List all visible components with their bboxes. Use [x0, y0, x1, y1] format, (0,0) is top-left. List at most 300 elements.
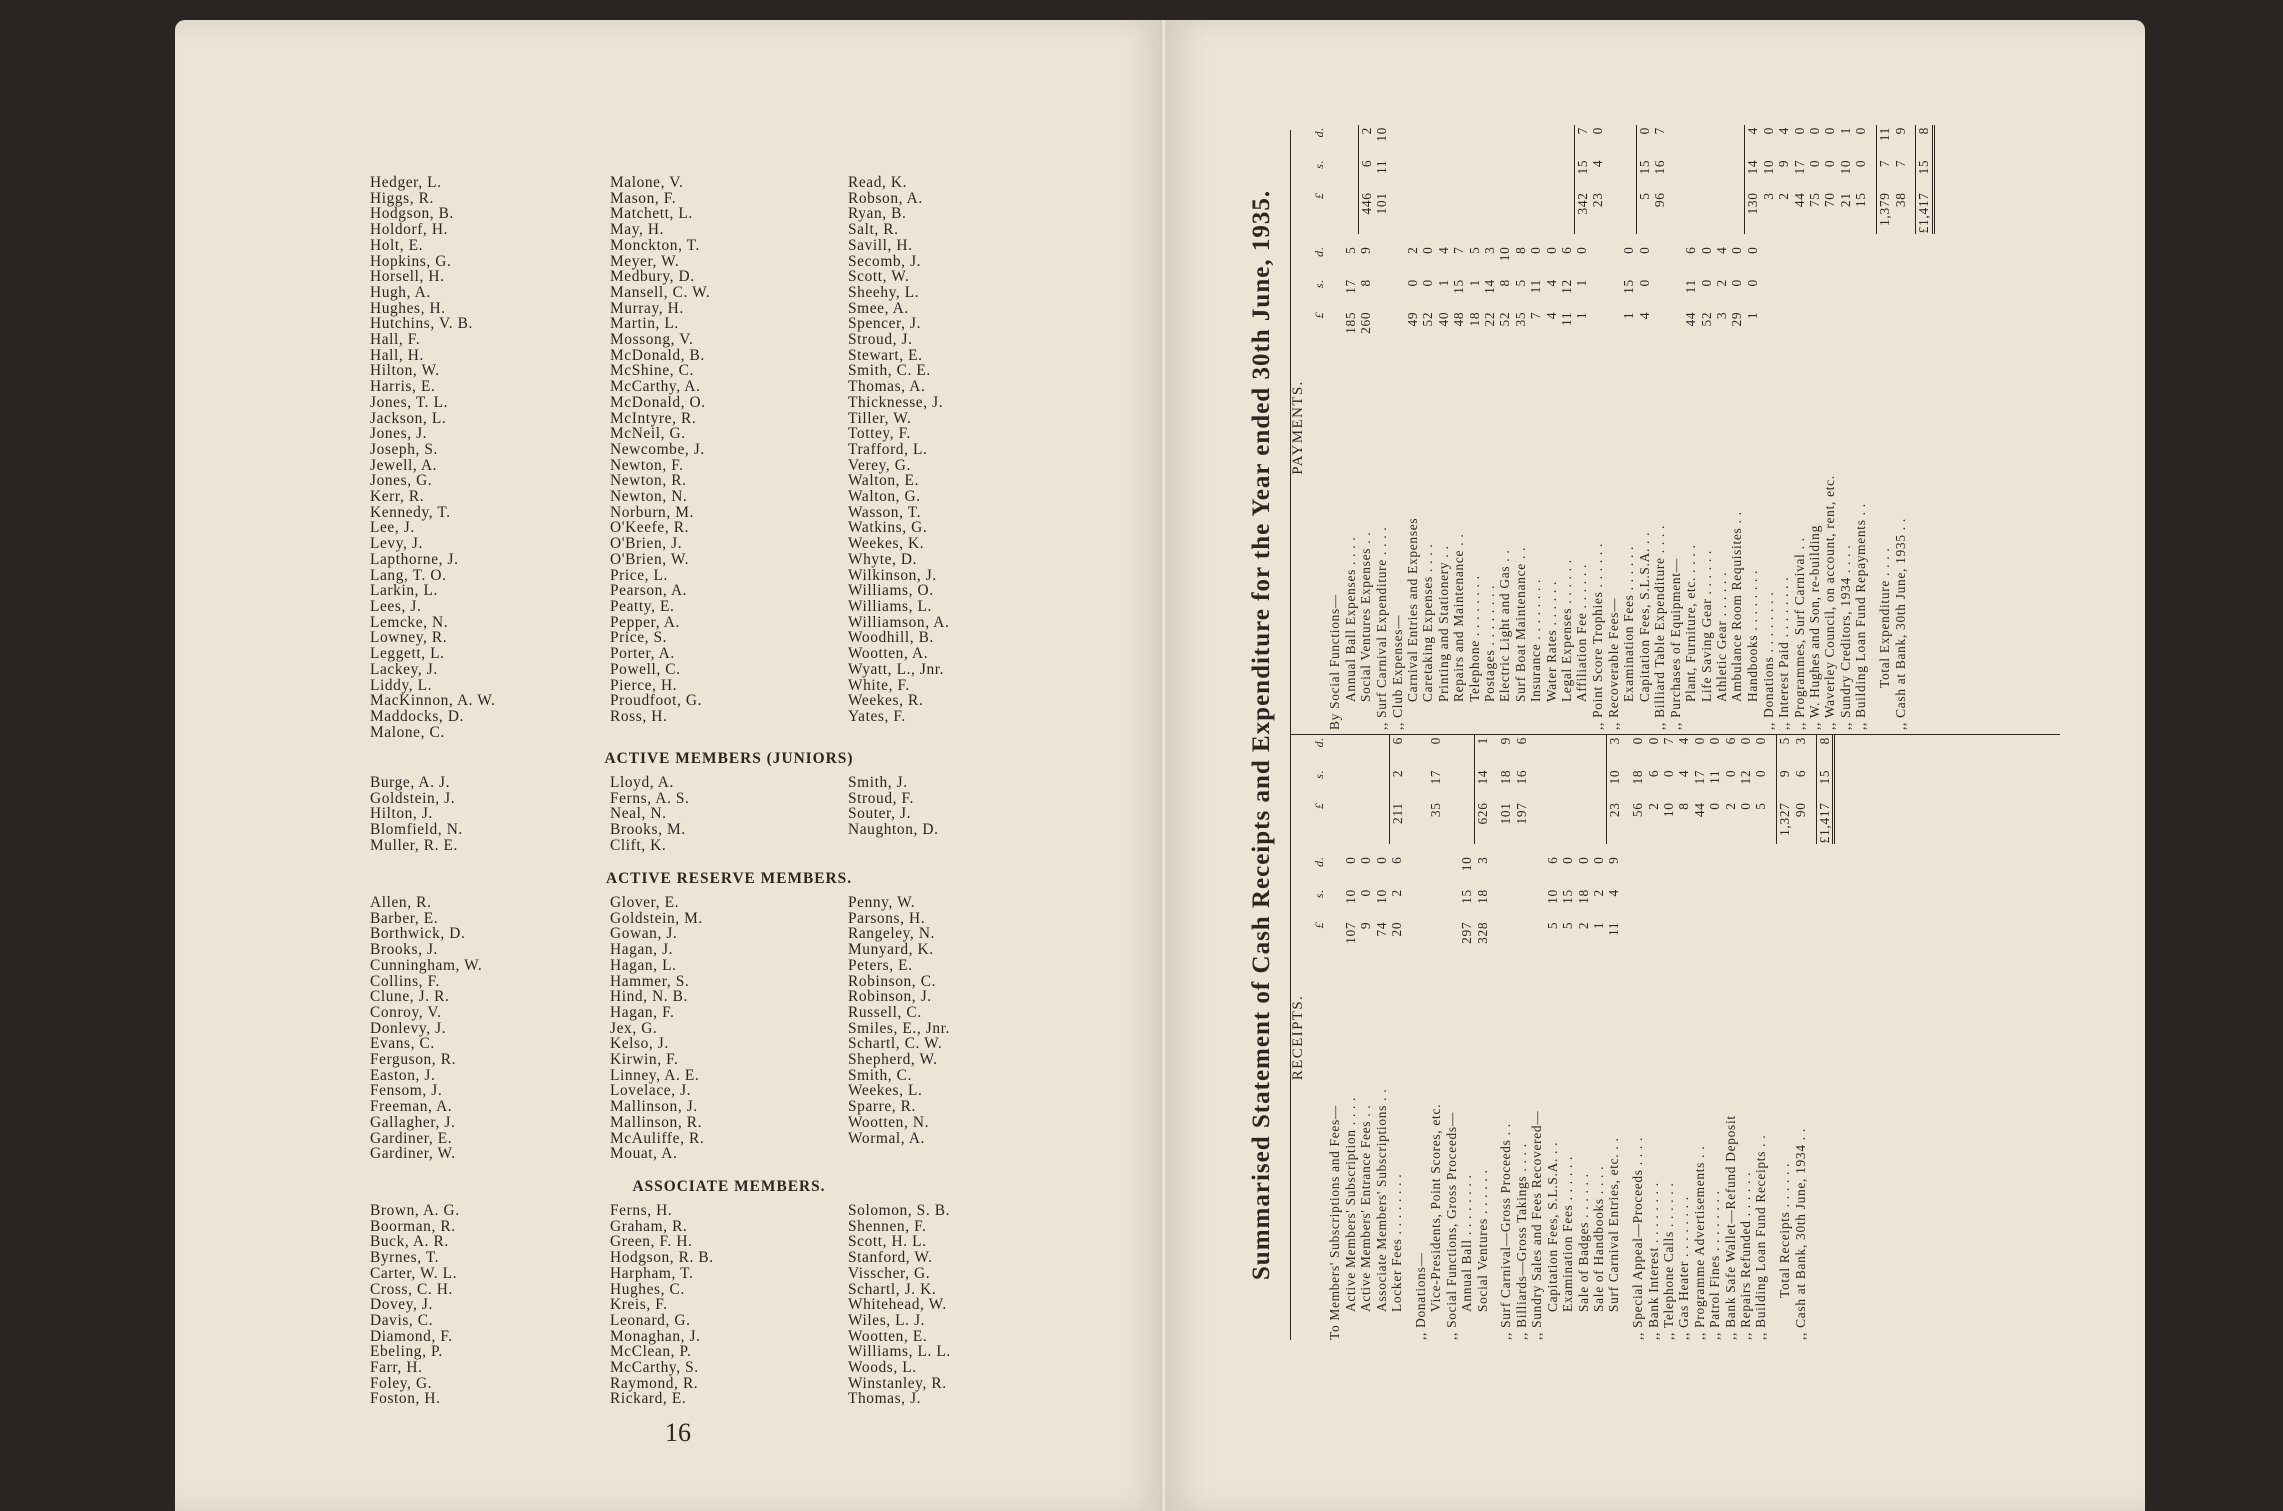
member-name: Gowan, J.	[610, 925, 678, 943]
member-name: Monckton, T.	[610, 236, 700, 254]
member-name: Wootten, A.	[848, 645, 929, 663]
total-amount	[1482, 158, 1497, 191]
member-name: Mansell, C. W.	[610, 283, 711, 301]
member-name: Green, F. H.	[610, 1233, 693, 1251]
item-amount	[1661, 920, 1676, 953]
total-amount: 16	[1652, 159, 1668, 175]
item-amount	[1652, 244, 1667, 277]
total-amount: 9	[1892, 127, 1908, 135]
member-name: Kerr, R.	[370, 488, 425, 506]
member-name: Williams, L.	[848, 597, 932, 615]
statement-row	[1591, 735, 1606, 1340]
member-name: Whitehead, W.	[848, 1296, 947, 1314]
statement-row	[1630, 735, 1645, 1340]
statement-row	[1621, 125, 1636, 730]
item-amount	[1776, 310, 1791, 343]
item-amount	[1428, 887, 1443, 920]
item-amount: 3	[1714, 311, 1730, 320]
total-amount: 0	[1753, 737, 1769, 745]
item-amount: 7	[1451, 246, 1467, 254]
total-amount	[1513, 190, 1528, 234]
member-name: Hughes, C.	[610, 1280, 685, 1298]
member-name: Leggett, L.	[370, 645, 445, 663]
member-name: Penny, W.	[848, 894, 916, 911]
total-amount	[1529, 800, 1544, 844]
line-item-label: Repairs and Maintenance . .	[1451, 533, 1467, 702]
total-amount: 14	[1475, 768, 1491, 801]
item-amount: 0	[1698, 246, 1714, 254]
member-column-1	[370, 175, 610, 740]
item-amount: 6	[1389, 856, 1405, 864]
item-amount: 4	[1636, 311, 1652, 320]
line-item-label: Examination Fees . . . . . .	[1560, 1155, 1576, 1312]
item-amount	[1753, 854, 1768, 887]
total-amount	[1559, 125, 1574, 158]
item-amount: 5	[1544, 921, 1560, 930]
item-amount	[1893, 244, 1908, 277]
money-unit-label: d.	[1312, 856, 1326, 867]
line-item-label: Affiliation Fee . . . . . .	[1574, 563, 1590, 702]
total-amount	[1591, 735, 1606, 768]
total-amount	[1559, 190, 1574, 234]
item-amount: 297	[1459, 921, 1475, 944]
member-name: Weekes, R.	[848, 692, 924, 710]
money-unit-label: d.	[1312, 246, 1326, 257]
item-amount	[1676, 887, 1691, 920]
money-unit-label: £	[1312, 921, 1326, 929]
total-amount: 10	[1606, 768, 1622, 801]
member-name: Maddocks, D.	[370, 707, 464, 725]
statement-row	[1745, 125, 1761, 730]
statement-row	[1761, 125, 1776, 730]
item-amount: 328	[1474, 921, 1490, 944]
total-amount	[1729, 125, 1744, 158]
total-amount: 2	[1389, 768, 1405, 801]
item-amount	[1390, 310, 1405, 343]
member-name: Hilton, J.	[370, 805, 433, 823]
center-divider	[1290, 734, 2060, 735]
money-unit-label: £	[1312, 192, 1326, 200]
total-amount: 626	[1475, 800, 1491, 844]
total-amount: 9	[1498, 737, 1514, 745]
item-amount	[1630, 920, 1645, 953]
member-name: Lackey, J.	[370, 660, 438, 678]
member-name: Wasson, T.	[848, 503, 922, 521]
payments-heading: PAYMENTS.	[1290, 380, 1306, 475]
member-name: Wilkinson, J.	[848, 566, 937, 584]
total-amount	[1467, 158, 1482, 191]
item-amount: 2	[1389, 889, 1405, 897]
item-amount	[1498, 887, 1513, 920]
item-amount	[1529, 887, 1544, 920]
line-item-label: ,, Club Expenses—	[1389, 614, 1405, 730]
total-amount: 17	[1428, 769, 1444, 785]
item-amount	[1630, 887, 1645, 920]
member-name: Borthwick, D.	[370, 925, 466, 943]
money-unit-label: s.	[1312, 769, 1326, 779]
member-name: McAuliffe, R.	[610, 1129, 705, 1147]
member-name: Linney, A. E.	[610, 1066, 700, 1084]
item-amount	[1853, 244, 1868, 277]
total-amount: 1	[1475, 735, 1491, 768]
member-name: Lloyd, A.	[610, 774, 674, 791]
statement-row	[1343, 735, 1358, 1340]
statement-row	[1405, 125, 1420, 730]
member-name: Lapthorne, J.	[370, 550, 459, 568]
line-item-label: ,, Patrol Fines . . . . . . . .	[1707, 1190, 1723, 1340]
member-name: Newton, N.	[610, 488, 688, 506]
member-column-3	[848, 1203, 1088, 1407]
member-name: McNeil, G.	[610, 425, 686, 443]
member-name: Powell, C.	[610, 660, 681, 678]
member-name: Donlevy, J.	[370, 1019, 447, 1037]
member-column-2	[610, 775, 848, 854]
line-item-label: Carnival Entries and Expenses	[1404, 517, 1420, 702]
statement-row	[1513, 125, 1528, 730]
line-item-label: Electric Light and Gas . .	[1497, 549, 1513, 702]
item-amount	[1652, 310, 1667, 343]
payments-table	[1312, 125, 1935, 730]
total-amount	[1560, 735, 1575, 768]
item-amount: 1	[1435, 279, 1451, 287]
receipts-table	[1312, 735, 1835, 1340]
total-amount: 6	[1645, 769, 1661, 778]
item-amount	[1877, 310, 1893, 343]
statement-row	[1699, 125, 1714, 730]
statement-row	[1646, 735, 1661, 1340]
total-amount	[1497, 125, 1512, 158]
item-amount: 0	[1358, 889, 1374, 897]
total-amount	[1358, 768, 1373, 801]
total-amount	[1529, 768, 1544, 801]
total-amount	[1528, 190, 1543, 234]
member-column-2	[610, 895, 848, 1162]
statement-row	[1776, 125, 1791, 730]
total-amount: 3	[1606, 735, 1622, 768]
statement-row	[1807, 125, 1822, 730]
member-name: McShine, C.	[610, 362, 694, 380]
member-name: May, H.	[610, 221, 665, 239]
total-amount: 38	[1892, 192, 1908, 208]
line-item-label: Surf Boat Maintenance . .	[1512, 546, 1528, 702]
member-name: Woodhill, B.	[848, 629, 934, 647]
item-amount: 18	[1474, 889, 1490, 904]
total-amount: 75	[1807, 192, 1822, 208]
item-amount: 29	[1729, 311, 1745, 327]
money-unit-label: s.	[1312, 159, 1326, 169]
total-amount: 6	[1358, 158, 1374, 191]
line-item-label: ,, Billiard Table Expenditure . . . .	[1652, 524, 1668, 730]
total-amount	[1497, 190, 1512, 234]
line-item-label: ,, Donations—	[1412, 1252, 1428, 1340]
statement-row	[1893, 125, 1908, 730]
member-name: Monaghan, J.	[610, 1327, 701, 1345]
item-amount	[1816, 920, 1833, 953]
item-amount	[1668, 244, 1683, 277]
line-item-label: ,, Surf Carnival—Gross Proceeds . .	[1498, 1123, 1514, 1340]
line-item-label: ,, Surf Carnival Expenditure . . . .	[1374, 526, 1390, 730]
total-amount: 0	[1630, 737, 1646, 745]
item-amount: 0	[1574, 246, 1590, 254]
member-name: Mason, F.	[610, 189, 677, 207]
total-amount	[1729, 190, 1744, 234]
member-name: Holdorf, H.	[370, 221, 448, 239]
total-amount: 6	[1792, 769, 1808, 778]
statement-row	[1590, 125, 1605, 730]
member-name: Jackson, L.	[370, 409, 447, 427]
total-amount: 44	[1691, 802, 1707, 818]
total-amount: 4	[1676, 737, 1692, 745]
section-title-juniors: ACTIVE MEMBERS (JUNIORS)	[604, 750, 854, 767]
item-amount	[1792, 310, 1807, 343]
statement-row	[1606, 735, 1622, 1340]
total-amount	[1576, 768, 1591, 801]
member-name: Lang, T. O.	[370, 566, 447, 584]
statement-row	[1327, 125, 1342, 730]
total-amount	[1621, 158, 1636, 191]
item-amount: 2	[1575, 921, 1591, 930]
statement-row	[1475, 735, 1491, 1340]
statement-row	[1374, 125, 1389, 730]
member-name: Boorman, R.	[370, 1217, 456, 1235]
member-name: Freeman, A.	[370, 1098, 453, 1116]
total-amount: £1,417	[1916, 192, 1932, 234]
member-name: Wootten, N.	[848, 1113, 930, 1131]
item-amount: 17	[1342, 279, 1358, 294]
total-amount: 0	[1661, 769, 1677, 778]
item-amount: 0	[1560, 856, 1576, 864]
total-amount: 21	[1837, 192, 1853, 208]
line-item-label: ,, W. Hughes and Son, re-building	[1807, 525, 1822, 730]
item-amount	[1777, 854, 1793, 887]
member-name: Hedger, L.	[370, 174, 442, 191]
total-amount: 4	[1745, 125, 1761, 158]
line-item-label: Annual Ball Expenses . . . .	[1342, 536, 1358, 702]
member-name: Sparre, R.	[848, 1098, 916, 1116]
member-name: Schartl, J. K.	[848, 1280, 937, 1298]
total-amount	[1683, 125, 1698, 158]
reserve-list	[370, 895, 1088, 1162]
member-name: Thicknesse, J.	[848, 393, 944, 411]
total-amount	[1528, 158, 1543, 191]
total-amount	[1560, 800, 1575, 844]
item-amount	[1428, 854, 1443, 887]
item-amount	[1838, 310, 1853, 343]
item-amount	[1444, 854, 1459, 887]
member-name: Newton, F.	[610, 456, 684, 474]
item-amount: 0	[1621, 246, 1637, 254]
total-amount	[1436, 125, 1451, 158]
statement-row	[1652, 125, 1667, 730]
total-amount	[1343, 190, 1358, 234]
member-name: Buck, A. R.	[370, 1233, 449, 1251]
total-amount	[1390, 125, 1405, 158]
total-amount: 446	[1358, 190, 1374, 234]
item-amount	[1893, 310, 1908, 343]
statement-row	[1444, 735, 1459, 1340]
item-amount	[1498, 920, 1513, 953]
item-amount: 1	[1466, 279, 1482, 287]
item-amount: 2	[1404, 246, 1420, 254]
line-item-label: ,, Telephone Calls . . . . . .	[1661, 1182, 1677, 1340]
total-amount: 0	[1822, 127, 1838, 135]
member-name: Carter, W. L.	[370, 1264, 458, 1282]
line-item-label: ,, Donations . . . . . . . .	[1760, 591, 1776, 730]
statement-row	[1482, 125, 1497, 730]
statement-row	[1459, 735, 1474, 1340]
item-amount	[1707, 854, 1722, 887]
statement-row	[1529, 735, 1544, 1340]
statement-row	[1497, 125, 1512, 730]
total-amount: 5	[1637, 190, 1653, 234]
member-name: Peters, E.	[848, 956, 913, 974]
item-amount	[1792, 244, 1807, 277]
statement-row	[1560, 735, 1575, 1340]
member-name: Stewart, E.	[848, 346, 923, 364]
line-item-label: ,, Cash at Bank, 30th June, 1935 . .	[1892, 518, 1908, 730]
total-amount: 0	[1738, 737, 1754, 745]
member-name: Read, K.	[848, 174, 908, 191]
statement-row	[1729, 125, 1744, 730]
total-amount: 5	[1777, 735, 1793, 768]
item-amount: 0	[1342, 856, 1358, 864]
item-amount: 4	[1714, 246, 1730, 254]
total-amount	[1327, 158, 1342, 191]
total-amount: 0	[1760, 127, 1776, 135]
item-amount	[1877, 244, 1893, 277]
member-name: Kreis, F.	[610, 1296, 668, 1314]
statement-row	[1916, 125, 1933, 730]
line-item-label: ,, Programme Advertisements . .	[1691, 1145, 1707, 1340]
line-item-label: ,, Purchases of Equipment—	[1667, 558, 1683, 730]
line-item-label: Social Ventures Expenses . .	[1358, 531, 1374, 702]
total-amount: 8	[1676, 802, 1692, 810]
line-item-label: ,, Bank Safe Wallet—Refund Deposit	[1722, 1115, 1738, 1340]
total-amount: 2	[1776, 192, 1792, 200]
total-amount	[1451, 158, 1466, 191]
member-name: Hagan, L.	[610, 956, 677, 974]
total-amount: 90	[1792, 802, 1808, 818]
item-amount: 18	[1575, 889, 1591, 904]
item-amount	[1374, 310, 1389, 343]
member-name: Ferguson, R.	[370, 1051, 457, 1069]
money-column-header	[1312, 735, 1327, 1340]
line-item-label: Insurance . . . . . . . .	[1528, 578, 1544, 702]
total-amount: 0	[1807, 127, 1822, 135]
member-name: Russell, C.	[848, 1003, 922, 1021]
line-item-label: Water Rates . . . . . .	[1543, 580, 1559, 702]
item-amount: 10	[1373, 889, 1389, 904]
member-column-1	[370, 1203, 610, 1407]
item-amount: 11	[1528, 279, 1544, 294]
total-amount: 0	[1637, 125, 1653, 158]
regular-members-list	[370, 175, 1088, 740]
line-item-label: ,, Building Loan Fund Repayments . .	[1853, 503, 1869, 730]
member-name: Newton, R.	[610, 472, 687, 490]
item-amount: 52	[1420, 311, 1436, 327]
total-amount: 0	[1791, 127, 1807, 135]
total-amount	[1444, 735, 1459, 768]
member-name: Shepherd, W.	[848, 1051, 938, 1069]
item-amount: 0	[1420, 279, 1436, 287]
item-amount: 0	[1373, 856, 1389, 864]
total-amount: 15	[1853, 192, 1869, 208]
member-name: McCarthy, S.	[610, 1359, 699, 1377]
total-amount	[1529, 735, 1544, 768]
item-amount: 40	[1435, 311, 1451, 327]
statement-row	[1668, 125, 1683, 730]
member-name: Horsell, H.	[370, 268, 445, 286]
member-name: Scott, H. L.	[848, 1233, 927, 1251]
total-amount: 0	[1428, 737, 1444, 745]
member-name: Savill, H.	[848, 236, 913, 254]
item-amount: 0	[1358, 856, 1374, 864]
total-amount	[1413, 768, 1428, 801]
item-amount: 0	[1744, 279, 1760, 287]
item-amount	[1853, 277, 1868, 310]
item-amount	[1661, 854, 1676, 887]
item-amount: 9	[1358, 921, 1374, 930]
statement-row	[1545, 735, 1560, 1340]
item-amount	[1753, 887, 1768, 920]
statement-row	[1358, 125, 1374, 730]
member-name: Stroud, J.	[848, 331, 913, 349]
member-name: Hopkins, G.	[370, 252, 452, 270]
statement-row	[1808, 735, 1816, 1340]
total-amount: 35	[1428, 802, 1444, 818]
member-name: Ryan, B.	[848, 205, 907, 223]
line-item-label: ,, Building Loan Fund Receipts . .	[1753, 1134, 1769, 1340]
item-amount: 10	[1459, 856, 1475, 872]
total-amount: 15	[1916, 158, 1933, 191]
total-amount	[1699, 125, 1714, 158]
member-name: White, F.	[848, 676, 910, 694]
member-name: Farr, H.	[370, 1359, 423, 1377]
payments-section	[1290, 125, 2060, 730]
total-amount: 7	[1574, 125, 1590, 158]
member-name: Spencer, J.	[848, 315, 922, 333]
member-name: Trafford, L.	[848, 440, 928, 458]
total-amount	[1343, 768, 1358, 801]
member-name: Gallagher, J.	[370, 1113, 456, 1131]
total-amount: 2	[1645, 802, 1661, 810]
member-name: Williams, L. L.	[848, 1343, 951, 1361]
member-name: Verey, G.	[848, 456, 911, 474]
statement-row	[1576, 735, 1591, 1340]
total-amount: 23	[1590, 192, 1606, 208]
member-name: Foley, G.	[370, 1374, 433, 1392]
total-amount: 7	[1652, 127, 1668, 135]
total-amount: 17	[1691, 769, 1707, 785]
item-amount	[1498, 854, 1513, 887]
line-item-label: Telephone . . . . . . . .	[1466, 575, 1482, 702]
total-amount	[1459, 735, 1474, 768]
total-amount: 8	[1816, 735, 1833, 768]
line-item-label: Total Receipts . . . . . .	[1776, 1162, 1792, 1298]
member-name: Meyer, W.	[610, 252, 680, 270]
total-amount	[1591, 768, 1606, 801]
item-amount	[1327, 920, 1342, 953]
item-amount: 12	[1559, 279, 1574, 294]
item-amount: 6	[1544, 856, 1560, 864]
item-amount: 44	[1683, 311, 1699, 327]
member-name: Hughes, H.	[370, 299, 446, 317]
line-item-label: To Members' Subscriptions and Fees—	[1327, 1105, 1343, 1340]
member-name: Lowney, R.	[370, 629, 448, 647]
item-amount: 1	[1574, 279, 1590, 287]
item-amount	[1877, 277, 1893, 310]
item-amount	[1327, 854, 1342, 887]
